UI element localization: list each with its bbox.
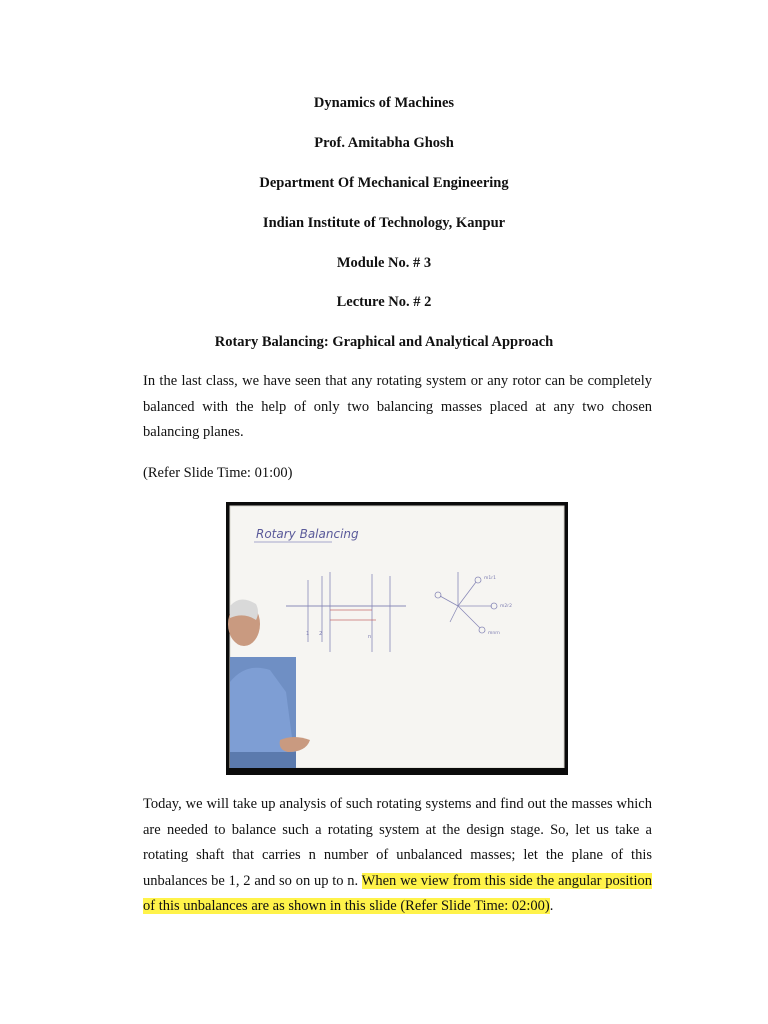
module-number: Module No. # 3	[336, 255, 432, 271]
analysis-paragraph	[143, 792, 652, 920]
intro-paragraph: In the last class, we have seen that any rotating system or any rotor can be completely balanced with the help of only two balancing masses placed at any two chosen balancing planes.	[143, 373, 652, 440]
plane-label-n: n	[368, 634, 372, 640]
analysis-text-end: .	[549, 898, 554, 914]
course-title: Dynamics of Machines	[313, 95, 455, 111]
mass-label-2: m2r2	[500, 604, 512, 609]
mass-label-n: mnrn	[488, 631, 500, 636]
institute-name: Indian Institute of Technology, Kanpur	[262, 215, 506, 231]
highlighted-text: When we view from this side the angular position of this unbalances are as shown in this slide (Refer Slide Time: 02:00)	[143, 872, 652, 914]
mass-label-1: m1r1	[484, 576, 496, 581]
plane-label-1: 1	[306, 631, 310, 637]
lecture-title: Rotary Balancing: Graphical and Analytical Approach	[214, 334, 554, 350]
analysis-text: Today, we will take up analysis of such rotating systems and find out the masses which are needed to balance such a rotating system at the design stage. So, let us take a rotating shaft that carries n number of unbalanced masses; let the plane of this unbalances be 1, 2 and so on up to n.	[143, 796, 652, 889]
lecture-number: Lecture No. # 2	[336, 294, 432, 310]
department-name: Department Of Mechanical Engineering	[259, 175, 509, 191]
slide-reference: (Refer Slide Time: 01:00)	[143, 465, 293, 481]
whiteboard-illustration	[226, 502, 568, 775]
professor-name: Prof. Amitabha Ghosh	[314, 135, 454, 151]
lecture-video-frame	[226, 502, 568, 775]
plane-label-2: 2	[319, 631, 323, 637]
whiteboard-title: Rotary Balancing	[256, 527, 359, 541]
